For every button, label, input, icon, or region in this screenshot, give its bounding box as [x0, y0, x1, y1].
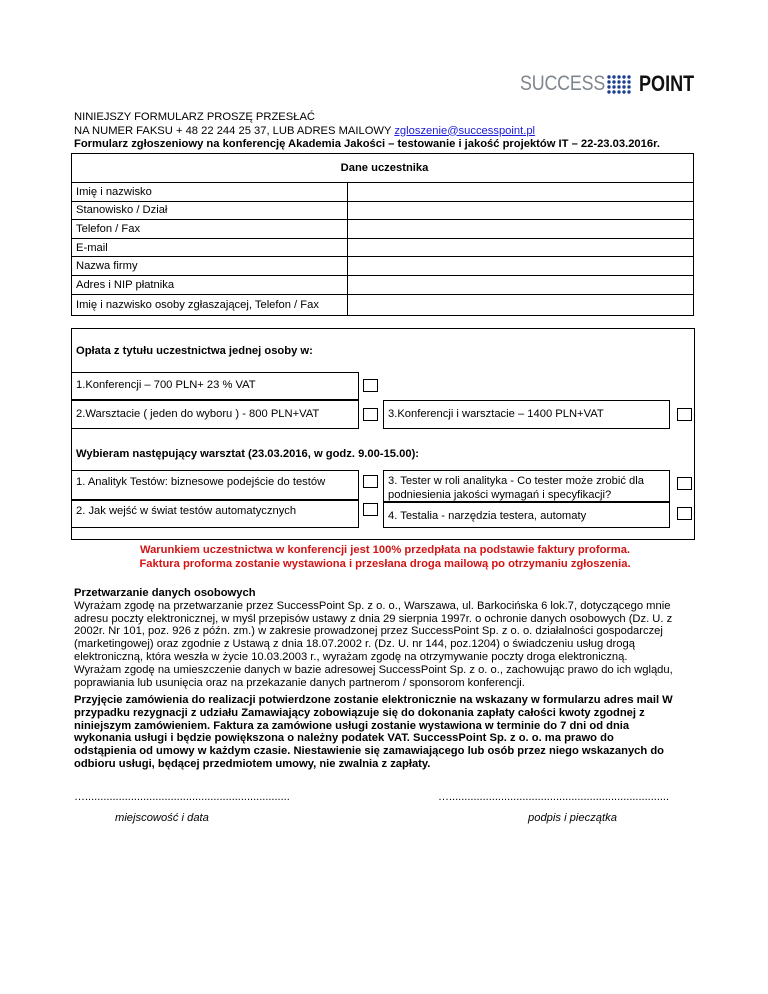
header-line-1: NINIEJSZY FORMULARZ PROSZĘ PRZESŁAĆ — [74, 111, 315, 123]
workshop-3-cell — [383, 470, 670, 502]
header-block — [74, 111, 660, 152]
workshop-title: Wybieram następujący warsztat (23.03.2016, w godz. 9.00-15.00): — [76, 448, 420, 460]
privacy-line: (marketingowej) oraz zgodnie z Ustawą z dnia 18.07.2002 r. (Dz. U. nr 144, poz.1204) o świadczeniu usług drogą — [74, 638, 635, 651]
fee-option-2-checkbox[interactable] — [363, 408, 378, 421]
workshop-4-checkbox[interactable] — [677, 507, 692, 520]
field-input-phone[interactable] — [348, 220, 694, 239]
privacy-line: adresu poczty elektronicznej, w myśl przepisów ustawy z dnia 29 sierpnia 1997r. o ochronie danych osobowych (Dz. U. z — [74, 612, 673, 625]
signature-line: …........................................................................ — [438, 791, 670, 803]
table-row — [72, 294, 694, 315]
form-title: Formularz zgłoszeniowy na konferencję Akademia Jakości – testowanie i jakość projektów IT – 22-23.03.2016r. — [74, 138, 660, 150]
workshop-3-label-line-2: podniesienia jakości wymagań i specyfikacji? — [388, 488, 612, 501]
fee-option-2-label: 2.Warsztacie ( jeden do wyboru ) - 800 PLN+VAT — [76, 408, 320, 420]
field-label-company: Nazwa firmy — [72, 257, 348, 276]
fee-option-3-cell — [383, 400, 670, 429]
privacy-line: 2002r. Nr 101, poz. 926 z późn. zm.) w zakresie prowadzonej przez SuccessPoint Sp. z o. o. działalności gospodarczej — [74, 625, 663, 638]
privacy-section — [74, 587, 696, 689]
fee-option-3-label: 3.Konferencji i warsztacie – 1400 PLN+VAT — [388, 408, 604, 420]
field-input-email[interactable] — [348, 238, 694, 257]
field-input-address-nip[interactable] — [348, 275, 694, 294]
workshop-1-label: 1. Analityk Testów: biznesowe podejście do testów — [76, 476, 326, 488]
field-label-submitter: Imię i nazwisko osoby zgłaszającej, Telefon / Fax — [72, 294, 348, 315]
privacy-title: Przetwarzanie danych osobowych — [74, 587, 256, 599]
payment-notice — [74, 544, 696, 571]
logo-text-success: SUCCESS — [520, 72, 606, 95]
privacy-line: poprawiania lub usunięcia oraz na przekazanie danych partnerom / sponsorom konferencji. — [74, 676, 525, 689]
field-label-name: Imię i nazwisko — [72, 183, 348, 202]
fee-option-2-cell — [71, 400, 359, 429]
field-label-email: E-mail — [72, 238, 348, 257]
workshop-3-checkbox[interactable] — [677, 477, 692, 490]
privacy-line: Wyrażam zgodę na umieszczenie danych w bazie adresowej SuccessPoint Sp. z o. o., zachowując prawo do ich wglądu, — [74, 663, 673, 676]
fee-option-1-label: 1.Konferencji – 700 PLN+ 23 % VAT — [76, 379, 256, 391]
company-logo — [520, 71, 706, 97]
fee-option-1-cell — [71, 372, 359, 400]
workshop-2-checkbox[interactable] — [363, 503, 378, 516]
fee-option-1-checkbox[interactable] — [363, 379, 378, 392]
acceptance-line: Przyjęcie zamówienia do realizacji potwierdzone zostanie elektronicznie na wskazany w formularzu adres mail W — [74, 694, 673, 706]
fee-title: Opłata z tytułu uczestnictwa jednej osoby w: — [76, 345, 313, 357]
field-input-name[interactable] — [348, 183, 694, 202]
acceptance-line: wykonania usługi i będzie powiększona o należny podatek VAT. SuccessPoint Sp. z o. o. ma prawo do — [74, 732, 614, 745]
header-fax-text: NA NUMER FAKSU + 48 22 244 25 37, LUB ADRES MAILOWY — [74, 124, 395, 137]
acceptance-line: przypadku rezygnacji z udziału Zamawiający zobowiązuje się do dokonania zapłaty całości kwoty zgodnej z — [74, 706, 645, 719]
logo-text-point: POINT — [639, 71, 695, 96]
place-date-label: miejscowość i data — [115, 812, 209, 824]
privacy-line: Wyrażam zgodę na przetwarzanie przez SuccessPoint Sp. z o. o., Warszawa, ul. Barkocińska 6 lok.7, dotyczącego mnie — [74, 599, 671, 612]
signature-label: podpis i pieczątka — [528, 812, 617, 824]
dot-grid-icon — [606, 74, 636, 94]
payment-notice-line-2: Faktura proforma zostanie wystawiona i przesłana droga mailową po otrzymaniu zgłoszenia. — [139, 557, 631, 570]
field-label-phone: Telefon / Fax — [72, 220, 348, 239]
field-label-address-nip: Adres i NIP płatnika — [72, 275, 348, 294]
acceptance-line: odbioru usługi, będącej przedmiotem umowy, nie zwalnia z zapłaty. — [74, 757, 431, 770]
table-row — [72, 201, 694, 220]
acceptance-terms — [74, 694, 696, 771]
payment-notice-line-1: Warunkiem uczestnictwa w konferencji jest 100% przedpłata na podstawie faktury proforma. — [139, 544, 631, 556]
place-date-line: …................................................................... — [74, 791, 290, 803]
table-row — [72, 183, 694, 202]
acceptance-line: odstąpienia od umowy w każdym czasie. Niestawienie się zamawiającego lub osób przez niego wskazanych do — [74, 745, 665, 758]
participant-table-title: Dane uczestnika — [72, 154, 694, 183]
workshop-2-label: 2. Jak wejść w świat testów automatycznych — [76, 505, 297, 517]
workshop-3-label-line-1: 3. Tester w roli analityka - Co tester może zrobić dla — [388, 475, 644, 487]
header-line-2 — [74, 125, 660, 139]
workshop-4-label: 4. Testalia - narzędzia testera, automaty — [388, 510, 587, 522]
field-input-submitter[interactable] — [348, 294, 694, 315]
table-row — [72, 238, 694, 257]
email-link[interactable]: zgloszenie@successpoint.pl — [394, 124, 536, 137]
table-row — [72, 257, 694, 276]
field-input-position[interactable] — [348, 201, 694, 220]
field-label-position: Stanowisko / Dział — [72, 201, 348, 220]
table-row — [72, 275, 694, 294]
fee-option-3-checkbox[interactable] — [677, 408, 692, 421]
participant-table — [71, 153, 694, 316]
table-row — [72, 220, 694, 239]
workshop-4-cell — [383, 502, 670, 528]
workshop-1-checkbox[interactable] — [363, 475, 378, 488]
field-input-company[interactable] — [348, 257, 694, 276]
workshop-1-cell — [71, 470, 359, 500]
privacy-line: elektroniczną, która weszła w życie 10.03.2003 r., wyrażam zgodę na otrzymywanie poczty droga elektroniczną. — [74, 650, 628, 663]
acceptance-line: niniejszym zamówieniem. Faktura za zamówione usługi zostanie wystawiona w terminie do 7 dni od dnia — [74, 719, 630, 732]
workshop-2-cell — [71, 500, 359, 528]
